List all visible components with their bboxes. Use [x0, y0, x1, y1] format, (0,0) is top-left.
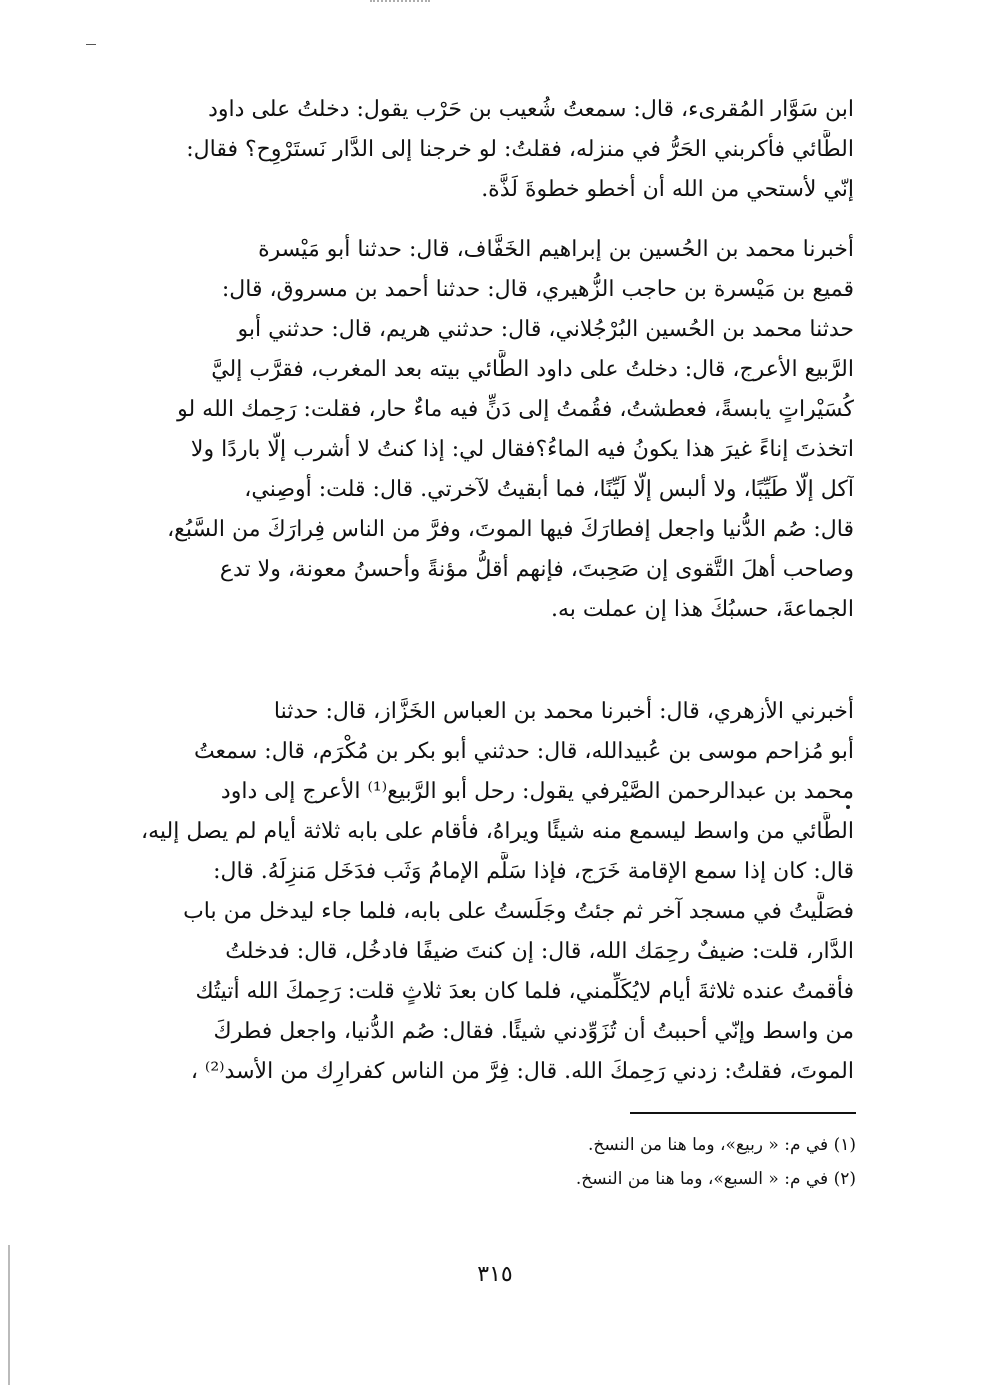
text-line: الرَّبيع الأعرج، قال: دخلتُ على داود الطَّائي بيته بعد المغرب، فقرَّب إليَّ: [211, 357, 854, 382]
text-line: آكل إلّا طَيِّبًا، ولا ألبس إلّا لَيِّنًا، فما أبقيتُ لآخرتي. قال: قلت: أوصِني،: [244, 477, 854, 502]
text-line: أخبرنا محمد بن الحُسين بن إبراهيم الخَفَّاف، قال: حدثنا أبو مَيْسرة: [258, 237, 854, 262]
text-line: الطَّائي من واسط ليسمع منه شيئًا ويراهُ، فأقام على بابه ثلاثة أيام لم يصل إليه،: [140, 819, 854, 844]
footnote-divider: [630, 1112, 856, 1114]
text-line: قال: صُم الدُّنيا واجعل إفطارَكَ فيها الموتَ، وفرَّ من الناس فِرارَكَ من السَّبُع،: [167, 517, 854, 542]
text-line: الطَّائي فأكربني الحَرُّ في منزله، فقلتُ: لو خرجنا إلى الدَّار نَستَرْوِح؟ فقال:: [186, 137, 854, 162]
margin-mark: [846, 805, 850, 809]
text-line: فأقمتُ عنده ثلاثةَ أيام لايُكَلِّمني، فلما كان بعدَ ثلاثٍ قلت: رَحِمكَ الله أتيتُك: [195, 979, 854, 1004]
text-line: وصاحب أهلَ التَّقوى إن صَحِبتَ، فإنهم أقلُّ مؤنةً وأحسنُ معونة، ولا تدع: [219, 557, 854, 582]
scan-edge-line: [8, 1245, 10, 1385]
text-line: من واسط وإنّي أحببتُ أن تُزَوِّدني شيئًا. فقال: صُم الدُّنيا، واجعل فطركَ: [213, 1019, 854, 1044]
text-line: الدَّار، قلت: ضيفٌ رحِمَك الله، قال: إن كنتَ ضيفًا فادخُل، قال: فدخلتُ: [225, 939, 854, 964]
footnote-1: (١) في م: « ربيع»، وما هنا من النسخ.: [588, 1135, 856, 1155]
footnotes: [400, 1128, 856, 1196]
text-line: الموتَ، فقلتُ: زدني رَحِمكَ الله. قال: فِرَّ من الناس كفرارِك من الأسد⁽²⁾ ،: [190, 1059, 854, 1084]
paragraph-1: [128, 90, 854, 210]
text-line: فصَلَّيتُ في مسجد آخر ثم جئتُ وجَلَستُ على بابه، فلما جاء ليدخل من باب: [183, 899, 854, 924]
text-line: أخبرني الأزهري، قال: أخبرنا محمد بن العباس الخَزَّاز، قال: حدثنا: [273, 699, 854, 724]
text-line: أبو مُزاحم موسى بن عُبيدالله، قال: حدثني أبو بكر بن مُكْرَم، قال: سمعتُ: [193, 739, 854, 764]
text-line: قال: كان إذا سمع الإقامة خَرَج، فإذا سَلَّم الإمامُ وَثَب فدَخَل مَنزِلَهُ. قال:: [213, 859, 854, 884]
top-edge-mark: [370, 0, 430, 8]
paragraph-2: [128, 230, 854, 630]
text-line: ابن سَوَّار المُقرىء، قال: سمعتُ شُعيب بن حَرْب يقول: دخلتُ على داود: [208, 97, 854, 122]
text-line: الجماعةَ، حسبُكَ هذا إن عملت به.: [550, 597, 854, 622]
text-line: إنّي لأستحي من الله أن أخطو خطوةَ لَذَّة.: [481, 177, 854, 202]
footnote-2: (٢) في م: « السبع»، وما هنا من النسخ.: [575, 1169, 856, 1189]
text-line: قميع بن مَيْسرة بن حاجب الزُّهيري، قال: حدثنا أحمد بن مسروق، قال:: [221, 277, 854, 302]
paragraph-3: [128, 692, 854, 1092]
text-line: محمد بن عبدالرحمن الصَّيْرفي يقول: رحل أبو الرَّبيع⁽¹⁾ الأعرج إلى داود: [220, 779, 854, 804]
text-line: حدثنا محمد بن الحُسين البُرْجُلاني، قال: حدثني هريم، قال: حدثني أبو: [237, 317, 854, 342]
text-line: اتخذتَ إناءً غيرَ هذا يكونُ فيه الماءُ؟فقال لي: إذا كنتُ لا أشرب إلّا باردًا ولا: [190, 437, 854, 462]
corner-mark: [86, 44, 96, 45]
text-line: كُسَيْراتٍ يابسةً، فعطشتُ، فقُمتُ إلى دَنٍّ فيه ماءٌ حار، فقلت: رَحِمك الله لو: [177, 397, 854, 422]
page-number: ٣١٥: [477, 1262, 513, 1287]
